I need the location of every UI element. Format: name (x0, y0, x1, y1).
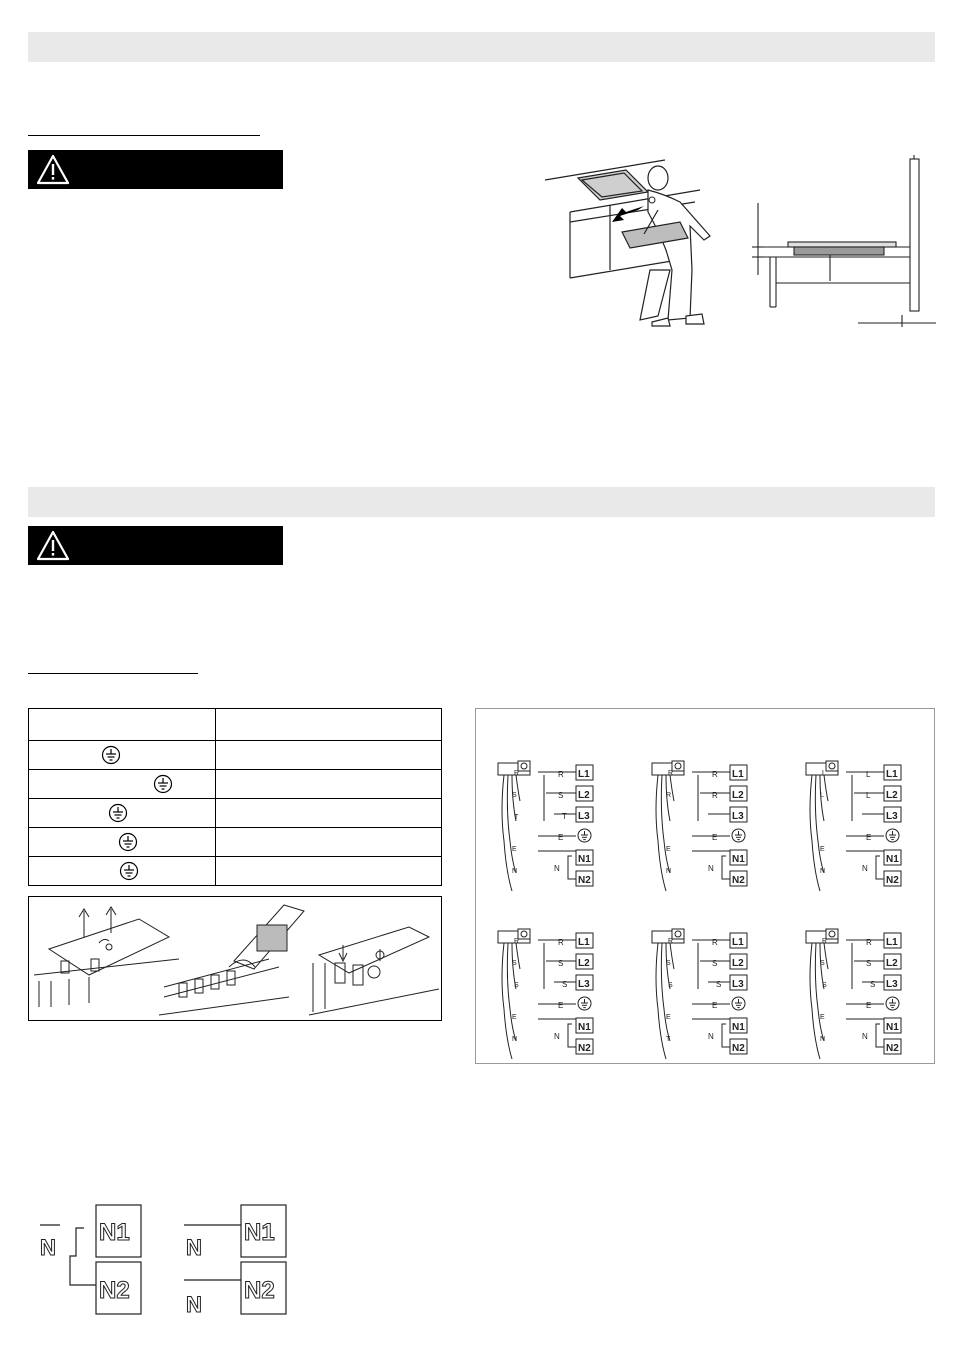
subheading-underline-1 (28, 135, 260, 136)
terminal-label-l3: L3 (578, 811, 590, 822)
wire-label: L (822, 770, 826, 777)
wire-label: E (712, 1001, 718, 1010)
wire-label: N (666, 868, 672, 875)
wire-label: S (668, 982, 673, 989)
terminal-cover-diagram (29, 897, 441, 1020)
terminal-opening-illustration (28, 896, 442, 1021)
terminal-label-l3: L3 (732, 979, 744, 990)
terminal-label-l3: L3 (578, 979, 590, 990)
wire-label: N (820, 868, 826, 875)
wire-label: R (712, 791, 718, 800)
table-cell (29, 857, 216, 886)
table-cell (216, 799, 442, 828)
wire-label: S (666, 960, 671, 967)
warning-bar-2 (28, 526, 283, 565)
wire-label: N (512, 1036, 518, 1043)
wiring-diagram-4 (498, 929, 593, 1059)
table-row (29, 770, 442, 799)
wire-label: S (712, 959, 718, 968)
terminal-label-n1: N1 (886, 1022, 899, 1033)
wire-label: R (866, 938, 872, 947)
terminal-label-l1: L1 (732, 937, 744, 948)
neutral-label-n: N (186, 1235, 202, 1260)
wiring-diagram-2 (652, 761, 747, 891)
terminal-label-l2: L2 (578, 790, 590, 801)
section-header-band-1 (28, 32, 935, 62)
wire-label: E (712, 833, 718, 842)
wire-label: S (820, 960, 825, 967)
wire-label: L (866, 770, 871, 779)
table-cell (216, 857, 442, 886)
terminal-label-l3: L3 (732, 811, 744, 822)
terminal-label-n2: N2 (886, 875, 899, 886)
wire-label: E (558, 833, 564, 842)
terminal-label-n1: N1 (732, 854, 745, 865)
table-cell (216, 741, 442, 770)
terminal-label-l3: L3 (886, 979, 898, 990)
section-header-band-2 (28, 487, 935, 517)
wire-label: R (558, 938, 564, 947)
terminal-label-n2: N2 (244, 1277, 275, 1304)
wire-label: E (512, 1014, 517, 1021)
terminal-label-l2: L2 (886, 790, 898, 801)
terminal-label-n2: N2 (578, 1043, 591, 1054)
table-row (29, 741, 442, 770)
wiring-diagram-3 (806, 761, 901, 891)
wire-label: E (866, 833, 872, 842)
table-cell (216, 828, 442, 857)
earth-ground-icon (119, 861, 139, 881)
terminal-label-l1: L1 (732, 769, 744, 780)
wire-label: R (514, 938, 520, 945)
wire-label: T (666, 1036, 671, 1043)
table-row (29, 799, 442, 828)
wiring-diagrams-panel (475, 708, 935, 1064)
wire-label: T (514, 814, 519, 821)
neutral-bridge-diagram (36, 1200, 296, 1320)
table-cell (29, 709, 216, 741)
wire-label: R (558, 770, 564, 779)
wire-label: S (716, 980, 722, 989)
wire-label: E (866, 1001, 872, 1010)
table-cell (29, 828, 216, 857)
wire-label: R (668, 938, 674, 945)
wire-label: N (708, 864, 714, 873)
table-row (29, 828, 442, 857)
terminal-label-n2: N2 (886, 1043, 899, 1054)
terminal-label-l2: L2 (886, 958, 898, 969)
earth-ground-icon (153, 774, 173, 794)
wire-label: S (822, 982, 827, 989)
hob-installation-illustration (540, 150, 745, 330)
wire-label: R (666, 792, 672, 799)
earth-ground-icon (108, 803, 128, 823)
terminal-label-l1: L1 (578, 769, 590, 780)
warning-triangle-icon (36, 530, 70, 561)
terminal-label-l1: L1 (578, 937, 590, 948)
terminal-label-n1: N1 (244, 1219, 275, 1246)
table-cell (216, 770, 442, 799)
table-cell (216, 709, 442, 741)
wire-label: E (666, 846, 671, 853)
wiring-diagram-1 (498, 761, 593, 891)
terminal-label-l1: L1 (886, 769, 898, 780)
wire-label: S (512, 792, 517, 799)
wire-label: S (558, 959, 564, 968)
wiring-diagram-6 (806, 929, 901, 1059)
wire-label: S (866, 959, 872, 968)
terminal-label-n1: N1 (886, 854, 899, 865)
terminal-label-n1: N1 (578, 1022, 591, 1033)
warning-triangle-icon (36, 154, 70, 185)
table-cell (29, 741, 216, 770)
terminal-label-n2: N2 (99, 1277, 130, 1304)
terminal-label-n2: N2 (578, 875, 591, 886)
warning-bar-1 (28, 150, 283, 189)
terminal-label-n2: N2 (732, 1043, 745, 1054)
earth-ground-icon (118, 832, 138, 852)
terminal-label-l2: L2 (578, 958, 590, 969)
wire-label: S (562, 980, 568, 989)
wire-label: N (512, 868, 518, 875)
connection-table (28, 708, 442, 886)
table-cell (29, 799, 216, 828)
wire-label: S (558, 791, 564, 800)
terminal-label-n1: N1 (578, 854, 591, 865)
terminal-label-n1: N1 (732, 1022, 745, 1033)
wire-label: R (822, 938, 828, 945)
wire-label: S (512, 960, 517, 967)
wire-label: N (820, 1036, 826, 1043)
wire-label: R (712, 938, 718, 947)
terminal-label-l1: L1 (886, 937, 898, 948)
neutral-label-n: N (186, 1292, 202, 1317)
terminal-label-l3: L3 (886, 811, 898, 822)
wire-label: T (562, 812, 567, 821)
terminal-label-n2: N2 (732, 875, 745, 886)
wire-label: R (668, 770, 674, 777)
subheading-underline-2 (28, 673, 198, 674)
table-row (29, 857, 442, 886)
wire-label: L (866, 791, 871, 800)
wire-label: N (554, 864, 560, 873)
neutral-label-n: N (40, 1235, 56, 1260)
wire-label: R (514, 770, 520, 777)
wire-label: N (708, 1032, 714, 1041)
wiring-diagrams (476, 709, 934, 1063)
wire-label: R (712, 770, 718, 779)
wire-label: S (514, 982, 519, 989)
hob-cross-section-diagram (748, 155, 938, 330)
wire-label: E (512, 846, 517, 853)
wire-label: N (862, 864, 868, 873)
table-cell (29, 770, 216, 799)
table-header-row (29, 709, 442, 741)
wire-label: L (820, 792, 824, 799)
wire-label: E (558, 1001, 564, 1010)
wiring-diagram-5 (652, 929, 747, 1059)
wire-label: E (666, 1014, 671, 1021)
earth-ground-icon (101, 745, 121, 765)
terminal-label-n1: N1 (99, 1219, 130, 1246)
terminal-label-l2: L2 (732, 958, 744, 969)
wire-label: N (862, 1032, 868, 1041)
wire-label: E (820, 846, 825, 853)
wire-label: S (870, 980, 876, 989)
wire-label: N (554, 1032, 560, 1041)
wire-label: E (820, 1014, 825, 1021)
terminal-label-l2: L2 (732, 790, 744, 801)
